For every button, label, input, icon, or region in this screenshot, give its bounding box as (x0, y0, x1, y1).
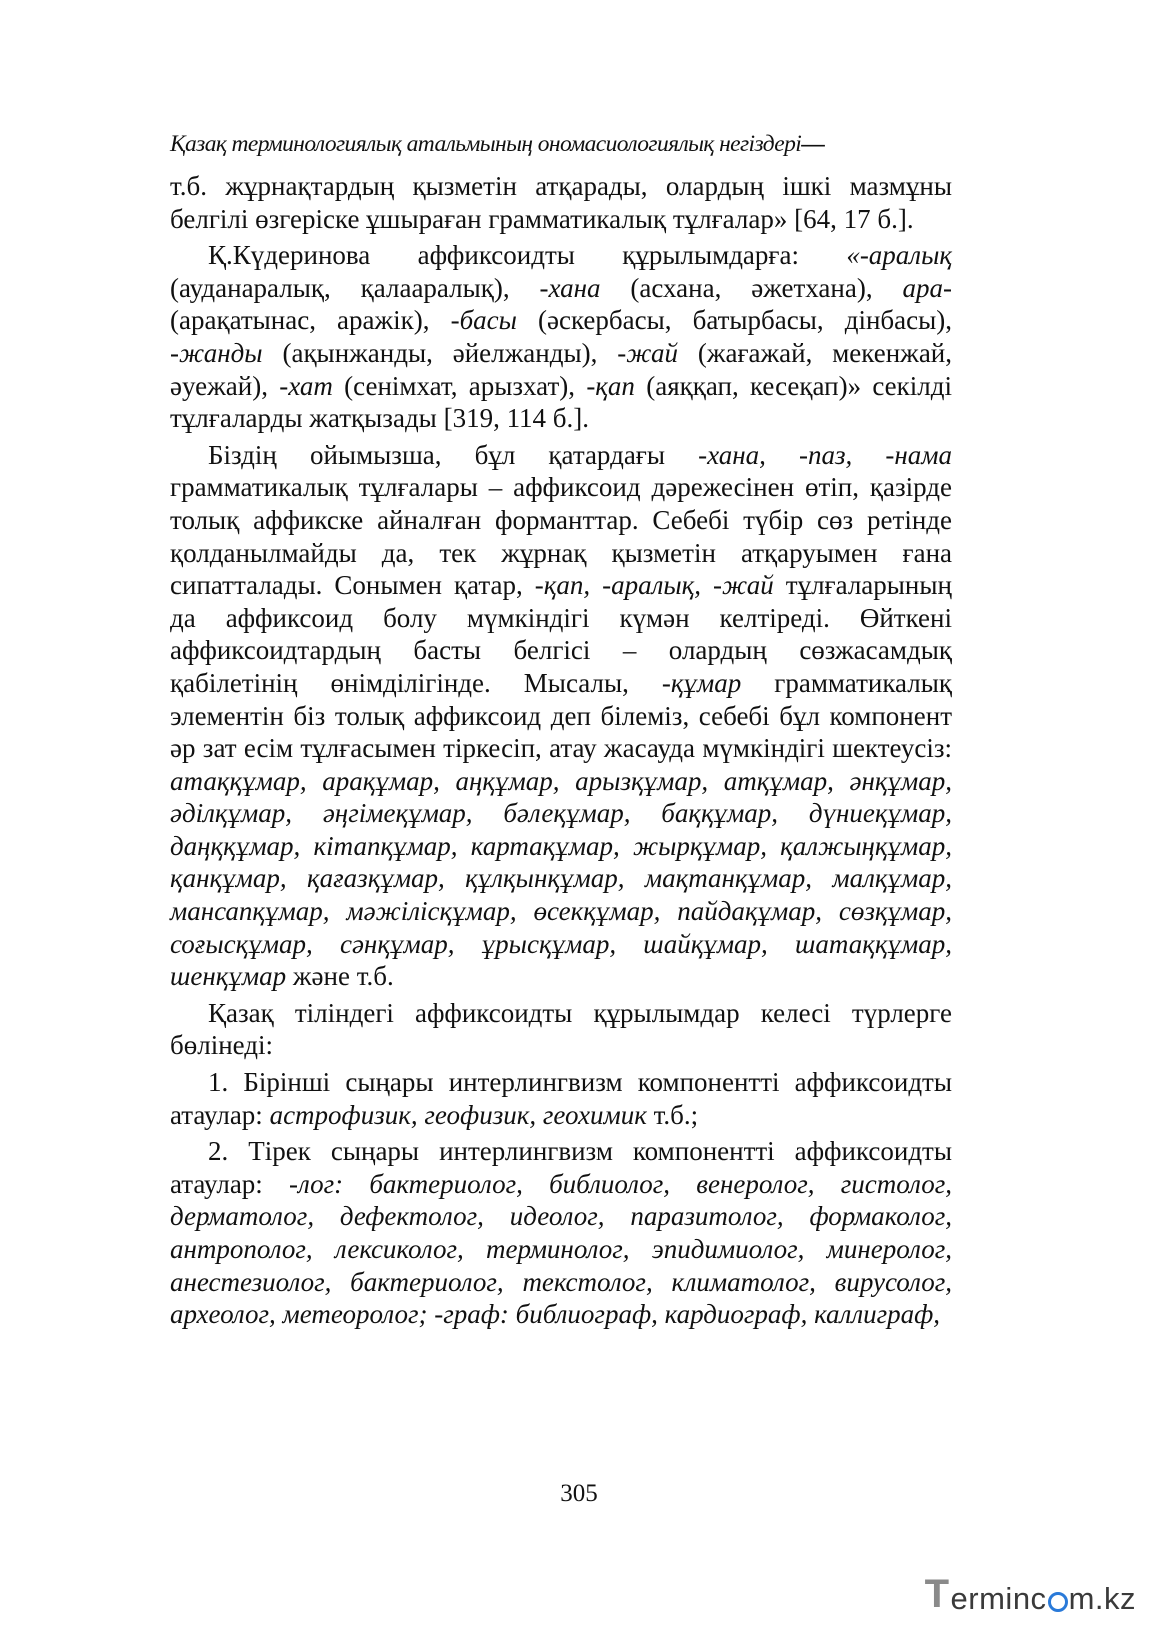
text-run: (әскербасы, батырбасы, дінбасы), (516, 305, 952, 336)
text-run: және т.б. (286, 961, 394, 992)
text-run: (сенімхат, арызхат), (332, 370, 587, 401)
paragraph-3 (170, 439, 952, 993)
text-run: т.б.; (646, 1099, 699, 1130)
italic-text-run: -хана, -паз, -нама (698, 439, 952, 470)
watermark-text-end: m.kz (1068, 1581, 1136, 1616)
list-item-2 (170, 1135, 952, 1331)
text-run: 1. Бірінші сыңары интерлингвизм компонентті аффиксоидты атаулар: (170, 1067, 952, 1130)
text-run: (ауданаралық, қалааралық), (170, 272, 540, 303)
italic-text-run: астрофизик, геофизик, геохимик (269, 1099, 647, 1130)
text-run: (арақатынас, аражік), (170, 305, 451, 336)
text-run: 2. Тірек сыңары интерлингвизм компонентті аффиксоидты атаулар: - (170, 1136, 952, 1199)
italic-text-run: лог: бактериолог, библиолог, венеролог, гистолог, дерматолог, дефектолог, идеолог, паразитолог, формаколог, антрополог, лексиколог, терминолог, эпидимиолог, минеролог, анестезиолог, бактериолог, текстолог, климатолог, вирусолог, археолог, метеоролог; -граф: библиограф, кардиограф, каллиграф, (170, 1168, 952, 1330)
italic-text-run: «-аралық (846, 240, 952, 271)
italic-text-run: ара- (902, 272, 952, 303)
italic-text-run: -қап, -аралық, -жай (534, 570, 774, 601)
text-run: Қ.Күдеринова аффиксоидты құрылымдарға: (208, 240, 847, 271)
paragraph-4: Қазақ тіліндегі аффиксоидты құрылымдар келесі түрлерге бөлінеді: (170, 997, 952, 1061)
italic-text-run: -жанды (170, 337, 263, 368)
watermark-o-icon (1048, 1592, 1068, 1612)
paragraph-2 (170, 239, 952, 435)
italic-text-run: -жай (617, 337, 678, 368)
italic-text-run: -құмар (661, 667, 742, 698)
page-body (170, 130, 952, 1335)
italic-text-run: атаққұмар, арақұмар, аңқұмар, арызқұмар, атқұмар, әнқұмар, әділқұмар, әңгімеқұмар, бәлеқұмар, баққұмар, дүниеқұмар, даңққұмар, кітапқұмар, картақұмар, жырқұмар, қалжыңқұмар, қанқұмар, қағазқұмар, құлқынқұмар, мақтанқұмар, малқұмар, мансапқұмар, мәжілісқұмар, өсекқұмар, пайдақұмар, сөзқұмар, соғысқұмар, сәнқұмар, ұрысқұмар, шайқұмар, шатаққұмар, шенқұмар (170, 765, 952, 992)
text-run: тұлғаларының да аффиксоид болу мүмкіндігі күмән келтіреді. Өйткені аффиксоидтардың басты белгісі – олардың сөзжасамдық қабілетінің өнімділігінде. Мысалы, (170, 570, 952, 698)
italic-text-run: -хат (279, 370, 333, 401)
watermark-text-middle: erminc (950, 1581, 1047, 1616)
italic-text-run: -басы (450, 305, 517, 336)
text-run: (жағажай, мекенжай, әуежай), (170, 337, 953, 401)
paragraph-1: т.б. жұрнақтардың қызметін атқарады, олардың ішкі мазмұны белгілі өзгеріске ұшыраған грамматикалық тұлғалар» [64, 17 б.]. (170, 171, 952, 234)
running-header (170, 130, 952, 158)
page-number: 305 (560, 1480, 598, 1507)
text-run: (ақынжанды, әйелжанды), (262, 337, 618, 368)
list-item-1 (170, 1066, 952, 1131)
text-run: (аяққап, кесеқап)» секілді тұлғаларды жатқызады [319, 114 б.]. (170, 370, 952, 434)
text-run: грамматикалық элементін біз толық аффиксоид деп білеміз, себебі бұл компонент әр зат есім тұлғасымен тіркесіп, атау жасауда мүмкіндігі шектеусіз: (170, 667, 952, 764)
text-run: грамматикалық тұлғалары – аффиксоид дәрежесінен өтіп, қазірде толық аффикске айналған форманттар. Себебі түбір сөз ретінде қолданылмайды да, тек жұрнақ қызметін атқаруымен ғана сипатталады. Сонымен қатар, (170, 472, 952, 601)
text-run: Біздің ойымызша, бұл қатардағы (208, 439, 699, 470)
italic-text-run: -қап (586, 370, 635, 401)
watermark-letter-t: T (924, 1572, 950, 1616)
running-header-dash: — (801, 131, 825, 157)
running-header-title: Қазақ терминологиялық атальмының ономасиологиялық негіздері (170, 131, 802, 157)
text-run: (асхана, әжетхана), (600, 272, 903, 303)
watermark-logo (925, 1572, 1136, 1617)
italic-text-run: -хана (539, 272, 601, 303)
